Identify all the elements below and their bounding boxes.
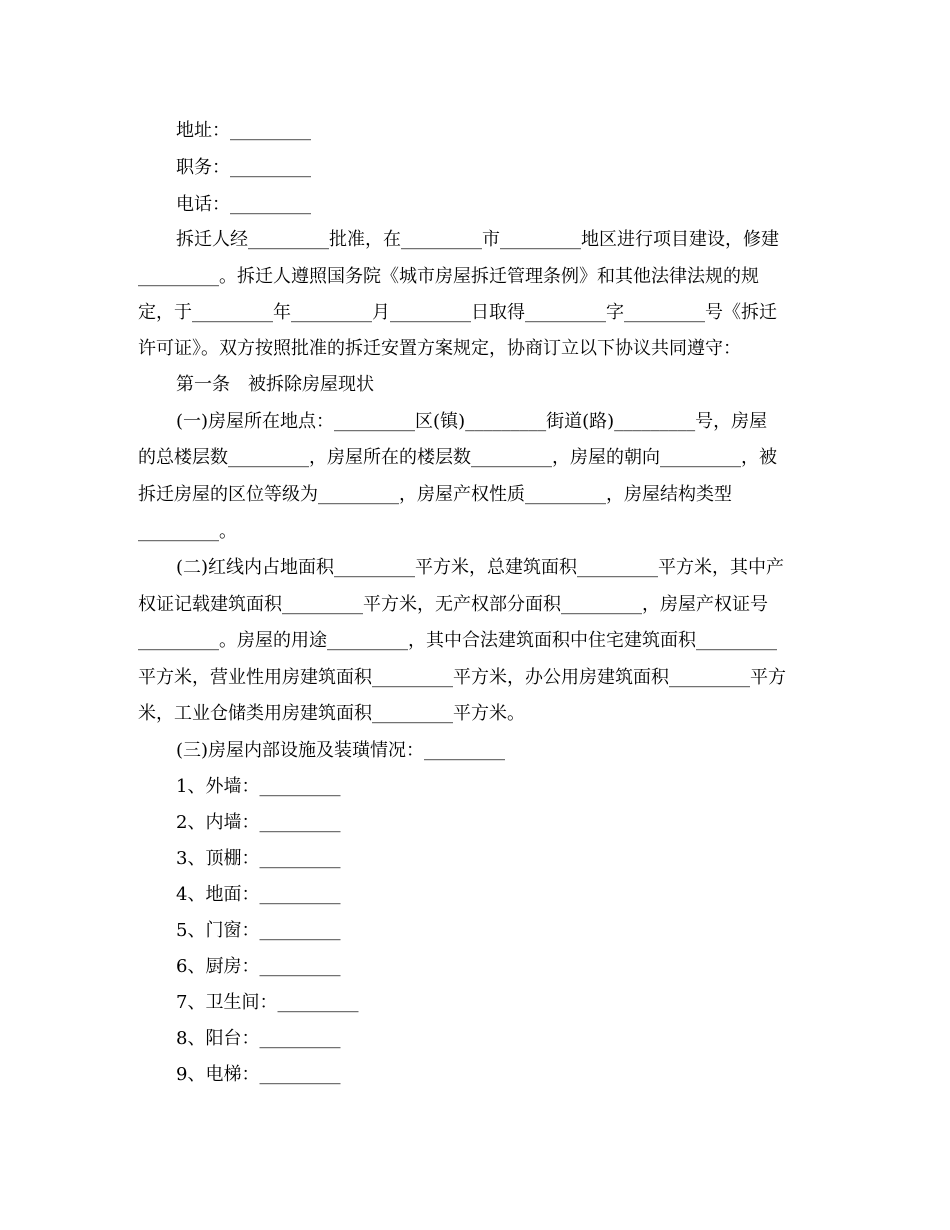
section-two-line: 米，工业仓储类用房建筑面积_________平方米。 xyxy=(138,703,525,724)
paragraph-intro-line: _________。拆迁人遵照国务院《城市房屋拆迁管理条例》和其他法律法规的规 xyxy=(138,266,759,287)
section-two-line: 权证记载建筑面积_________平方米，无产权部分面积_________，房屋产权证号 xyxy=(138,594,768,615)
section-one-line: _________。 xyxy=(138,521,237,542)
section-two-line: (二)红线内占地面积_________平方米，总建筑面积_________平方米，其中产 xyxy=(176,557,785,578)
address-line: 地址：_________ xyxy=(176,120,311,141)
section-three-heading: (三)房屋内部设施及装璜情况：_________ xyxy=(176,740,506,761)
section-two-line: _________。房屋的用途_________，其中合法建筑面积中住宅建筑面积_________ xyxy=(138,630,777,651)
facility-item: 5、门窗：_________ xyxy=(176,920,341,941)
facility-item: 1、外墙：_________ xyxy=(176,776,341,797)
facility-item: 4、地面：_________ xyxy=(176,884,341,905)
section-one-line: (一)房屋所在地点：_________区(镇)_________街道(路)_________号，房屋 xyxy=(176,411,768,432)
paragraph-intro-line: 许可证》。双方按照批准的拆迁安置方案规定，协商订立以下协议共同遵守： xyxy=(138,338,741,359)
article-heading: 第一条 被拆除房屋现状 xyxy=(176,374,374,395)
facility-item: 6、厨房：_________ xyxy=(176,956,341,977)
section-two-line: 平方米，营业性用房建筑面积_________平方米，办公用房建筑面积_________平方 xyxy=(138,667,786,688)
position-line: 职务：_________ xyxy=(176,157,311,178)
section-one-line: 的总楼层数_________，房屋所在的楼层数_________，房屋的朝向_________，被 xyxy=(138,447,777,468)
facility-item: 7、卫生间：_________ xyxy=(176,992,359,1013)
facility-item: 9、电梯：_________ xyxy=(176,1064,341,1085)
facility-item: 3、顶棚：_________ xyxy=(176,848,341,869)
paragraph-intro-line: 定，于_________年_________月_________日取得_________字_________号《拆迁 xyxy=(138,302,777,323)
paragraph-intro-line: 拆迁人经_________批准，在_________市_________地区进行项目建设，修建 xyxy=(176,229,779,250)
phone-line: 电话：_________ xyxy=(176,194,311,215)
section-one-line: 拆迁房屋的区位等级为_________，房屋产权性质_________，房屋结构类型 xyxy=(138,484,732,505)
facility-item: 2、内墙：_________ xyxy=(176,812,341,833)
facility-item: 8、阳台：_________ xyxy=(176,1028,341,1049)
